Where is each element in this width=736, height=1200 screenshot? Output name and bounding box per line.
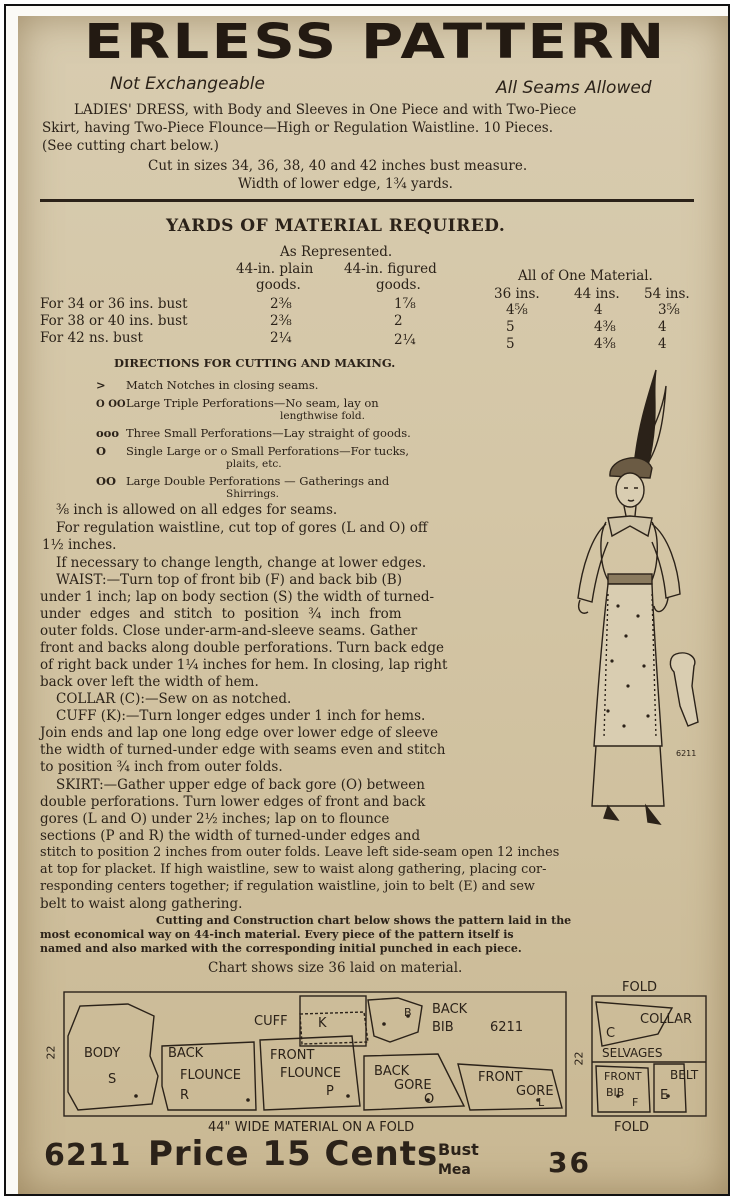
direction-cont: Shirrings.	[226, 488, 279, 500]
instruction-line: stitch to position 2 inches from outer folds. Leave left side-seam open 12 inches	[40, 845, 560, 860]
instruction-line: 1½ inches.	[42, 537, 117, 553]
face	[616, 473, 644, 507]
col-plain-2: goods.	[256, 277, 301, 293]
frame	[4, 4, 730, 1196]
dress-illustration	[548, 366, 708, 836]
material-row-figured: 1⅞	[394, 296, 416, 312]
collar-label: COLLAR	[640, 1012, 693, 1027]
material-row-36: 4⅝	[506, 302, 528, 318]
body-label: BODY	[84, 1046, 121, 1061]
direction-text: Match Notches in closing seams.	[126, 378, 319, 392]
shoe	[604, 806, 618, 820]
chart-note-line-1: Cutting and Construction chart below shows the pattern laid in the	[156, 914, 572, 927]
back-gore-label-2: GORE	[394, 1078, 432, 1093]
instruction-line: responding centers together; if regulation waistline, join to belt (E) and sew	[40, 879, 535, 894]
direction-cont: lengthwise fold.	[280, 410, 365, 422]
instruction-line: If necessary to change length, change at lower edges.	[56, 555, 427, 571]
material-row-44: 4⅜	[594, 319, 616, 335]
direction-symbol: >	[96, 378, 106, 392]
seams-allowed-note: All Seams Allowed	[496, 78, 652, 98]
footer-bust-1: Bust	[438, 1140, 479, 1159]
instruction-line: gores (L and O) under 2½ inches; lap on to flounce	[40, 811, 390, 827]
front-flounce-label-1: FRONT	[270, 1048, 315, 1063]
underskirt	[592, 746, 664, 806]
instruction-line: to position ¾ inch from outer folds.	[40, 759, 283, 775]
instruction-line: under edges and stitch to position ¾ inch from	[40, 606, 402, 622]
direction-item	[96, 444, 409, 458]
instruction-line: COLLAR (C):—Sew on as notched.	[56, 691, 292, 707]
instruction-line: Join ends and lap one long edge over lower edge of sleeve	[40, 725, 439, 741]
instruction-line: belt to waist along gathering.	[40, 896, 243, 912]
sleeve-detail-inset	[670, 653, 698, 726]
material-row-plain: 2⅜	[270, 313, 292, 329]
front-bib-label-2: BIB	[606, 1086, 625, 1099]
instruction-line: under 1 inch; lap on body section (S) the width of turned-	[40, 589, 435, 605]
material-row-label: For 42 ns. bust	[40, 330, 143, 346]
intro-sizes: Cut in sizes 34, 36, 38, 40 and 42 inches bust measure.	[148, 158, 528, 174]
back-bib-label-2: BIB	[432, 1020, 454, 1035]
pattern-envelope	[18, 16, 728, 1194]
material-row-label: For 34 or 36 ins. bust	[40, 296, 188, 312]
instruction-line: SKIRT:—Gather upper edge of back gore (O) between	[56, 777, 425, 793]
chart-note-line-3: named and also marked with the corresponding initial punched in each piece.	[40, 942, 522, 955]
instruction-line: double perforations. Turn lower edges of front and back	[40, 794, 426, 810]
instruction-line: For regulation waistline, cut top of gores (L and O) off	[56, 520, 428, 536]
chart-pattern-number: 6211	[490, 1020, 524, 1035]
instruction-line: sections (P and R) the width of turned-under edges and	[40, 828, 421, 844]
col-54: 54 ins.	[644, 286, 690, 302]
material-row-54: 4	[658, 336, 667, 352]
left-sleeve	[578, 524, 608, 602]
material-row-54: 4	[658, 319, 667, 335]
instruction-line: at top for placket. If high waistline, sew to waist along gathering, placing cor-	[40, 862, 547, 877]
instruction-line: CUFF (K):—Turn longer edges under 1 inch for hems.	[56, 708, 426, 724]
directions-title: DIRECTIONS FOR CUTTING AND MAKING.	[114, 356, 396, 370]
back-flounce-letter: R	[180, 1088, 190, 1103]
back-gore-letter: O	[424, 1092, 435, 1107]
intro-line-3: (See cutting chart below.)	[42, 138, 219, 154]
chart-measure: 22	[44, 1045, 58, 1060]
belt	[608, 574, 652, 584]
side-measure: 22	[572, 1051, 586, 1066]
intro-width: Width of lower edge, 1¾ yards.	[238, 176, 453, 192]
instruction-line: ⅜ inch is allowed on all edges for seams.	[56, 502, 338, 518]
material-row-54: 3⅝	[658, 302, 680, 318]
all-one-material: All of One Material.	[518, 268, 653, 284]
material-row-figured: 2¼	[394, 332, 416, 348]
side-fold-bottom: FOLD	[614, 1120, 649, 1135]
instruction-line: the width of turned-under edge with seams even and stitch	[40, 742, 446, 758]
chart-note-line-4: Chart shows size 36 laid on material.	[208, 960, 463, 976]
material-row-plain: 2⅜	[270, 296, 292, 312]
cuff-label: CUFF	[254, 1014, 288, 1029]
cuff-letter: K	[318, 1016, 327, 1031]
belt-label: BELT	[670, 1068, 699, 1082]
col-44: 44 ins.	[574, 286, 620, 302]
belt-letter: E	[660, 1088, 669, 1103]
front-bib-label-1: FRONT	[604, 1070, 642, 1083]
tunic	[594, 584, 662, 746]
col-36: 36 ins.	[494, 286, 540, 302]
direction-text: Large Double Perforations — Gatherings and	[126, 474, 390, 488]
footer-bust-2: Mea	[438, 1162, 471, 1178]
material-row-44: 4	[594, 302, 603, 318]
instruction-line: WAIST:—Turn top of front bib (F) and back bib (B)	[56, 572, 402, 588]
feather-plume	[634, 370, 656, 466]
instruction-line: back over left the width of hem.	[40, 674, 259, 690]
direction-symbol: ooo	[96, 426, 120, 440]
material-row-36: 5	[506, 336, 515, 352]
direction-text: Large Triple Perforations—No seam, lay on	[126, 396, 379, 410]
front-flounce-label-2: FLOUNCE	[280, 1066, 342, 1081]
not-exchangeable-note: Not Exchangeable	[110, 74, 265, 94]
cuff-piece	[300, 1012, 368, 1044]
material-row-36: 5	[506, 319, 515, 335]
col-figured-2: goods.	[376, 277, 421, 293]
back-bib-piece	[368, 998, 422, 1042]
footer-pattern-number: 6211	[44, 1138, 132, 1173]
front-flounce-letter: P	[326, 1084, 334, 1099]
material-outline	[64, 992, 566, 1116]
front-gore-letter: L	[538, 1096, 545, 1109]
material-title: YARDS OF MATERIAL REQUIRED.	[166, 216, 506, 236]
col-figured-1: 44-in. figured	[344, 261, 437, 277]
direction-item	[96, 396, 379, 410]
back-gore-label-1: BACK	[374, 1064, 410, 1079]
footer-price: Price 15 Cents	[148, 1134, 439, 1174]
illustration-number: 6211	[676, 749, 697, 758]
material-row-label: For 38 or 40 ins. bust	[40, 313, 188, 329]
instruction-line: outer folds. Close under-arm-and-sleeve seams. Gather	[40, 623, 418, 639]
footer-size: 36	[548, 1146, 591, 1179]
back-flounce-label-2: FLOUNCE	[180, 1068, 242, 1083]
collar-letter: C	[606, 1026, 616, 1041]
material-width-label: 44" WIDE MATERIAL ON A FOLD	[208, 1120, 415, 1135]
brand-title: ERLESS PATTERN	[84, 14, 667, 70]
material-row-figured: 2	[394, 313, 403, 329]
direction-symbol: OO	[96, 474, 117, 488]
instruction-line: front and backs along double perforations. Turn back edge	[40, 640, 445, 656]
front-gore-label-1: FRONT	[478, 1070, 523, 1085]
side-fold-top: FOLD	[622, 980, 657, 995]
as-represented: As Represented.	[280, 244, 393, 260]
selvages-label: SELVAGES	[602, 1046, 663, 1060]
intro-line-2: Skirt, having Two-Piece Flounce—High or Regulation Waistline. 10 Pieces.	[42, 120, 554, 136]
body-letter: S	[108, 1072, 117, 1087]
intro-line-1: LADIES' DRESS, with Body and Sleeves in One Piece and with Two-Piece	[74, 102, 577, 118]
back-flounce-label-1: BACK	[168, 1046, 204, 1061]
sailor-collar	[608, 516, 652, 536]
shoe	[646, 806, 660, 824]
back-bib-letter: B	[404, 1006, 412, 1019]
direction-cont: plaits, etc.	[226, 458, 282, 470]
direction-symbol: O OO	[96, 399, 126, 410]
material-row-plain: 2¼	[270, 330, 292, 346]
instruction-line: of right back under 1¼ inches for hem. In closing, lap right	[40, 657, 448, 673]
direction-item	[96, 474, 389, 488]
material-row-44: 4⅜	[594, 336, 616, 352]
chart-note-line-2: most economical way on 44-inch material. Every piece of the pattern itself is	[40, 928, 514, 941]
direction-item	[96, 426, 411, 440]
col-plain-1: 44-in. plain	[236, 261, 314, 277]
header-divider	[40, 199, 694, 202]
direction-text: Single Large or o Small Perforations—For tucks,	[126, 444, 410, 458]
back-bib-label-1: BACK	[432, 1002, 468, 1017]
front-gore-label-2: GORE	[516, 1084, 554, 1099]
direction-symbol: O	[96, 444, 107, 458]
direction-text: Three Small Perforations—Lay straight of goods.	[126, 426, 411, 440]
direction-item	[96, 378, 318, 392]
front-bib-letter: F	[632, 1096, 639, 1109]
